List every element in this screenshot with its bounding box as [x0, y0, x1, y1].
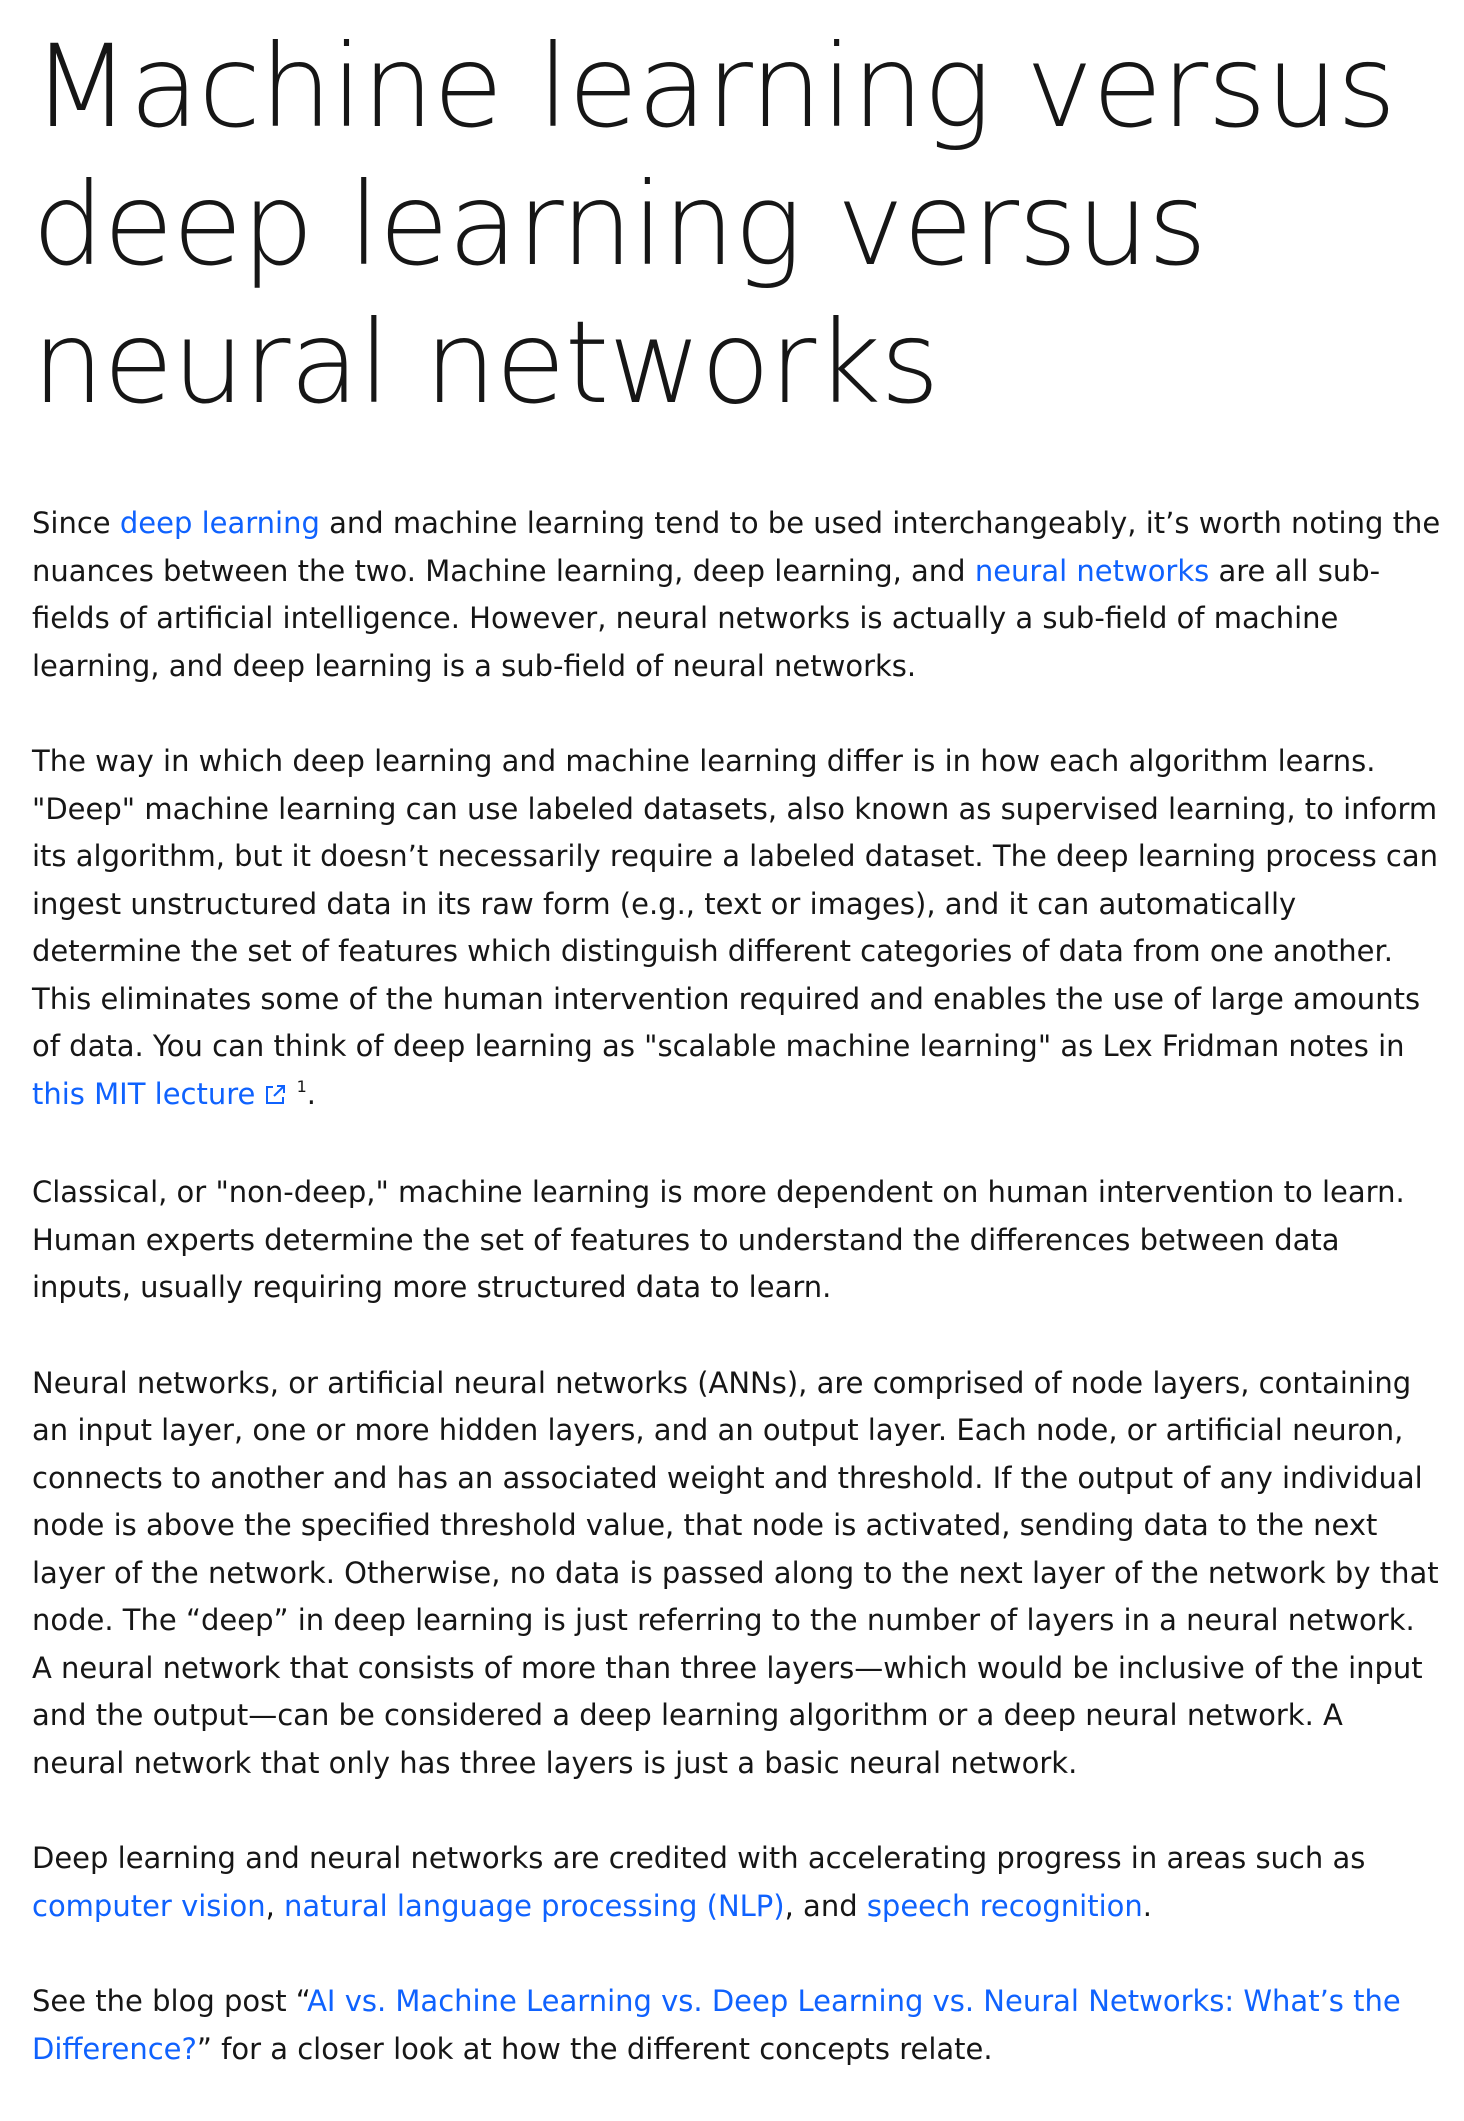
neural-networks-link[interactable]: neural networks — [974, 553, 1210, 588]
paragraph-1 — [32, 500, 1442, 690]
paragraph-5-text-1: Deep learning and neural networks are credited with accelerating progress in areas such as — [32, 1841, 1366, 1875]
paragraph-2-text-2: . — [306, 1076, 316, 1111]
mit-lecture-link-label: this MIT lecture — [32, 1076, 256, 1111]
paragraph-2-text-1: The way in which deep learning and machine learning differ is in how each algorithm learns. "Deep" machine learning can use labeled datasets, also known as supervised learning, to inform its algorithm, but it doesn’t necessarily require a labeled dataset. The deep learning process can ingest unstructured data in its raw form (e.g., text or images), and it can automatically determine the set of features which distinguish different categories of data from one another. This eliminates some of the human intervention required and enables the use of large amounts of data. You can think of deep learning as "scalable machine learning" as Lex Fridman notes in — [32, 744, 1439, 1063]
paragraph-5-text-4: . — [1142, 1888, 1152, 1923]
article — [32, 18, 1442, 2121]
computer-vision-link[interactable]: computer vision — [32, 1888, 266, 1923]
paragraph-4: Neural networks, or artificial neural networks (ANNs), are comprised of node layers, containing an input layer, one or more hidden layers, and an output layer. Each node, or artificial neuron, connects to another and has an associated weight and threshold. If the output of any individual node is above the specified threshold value, that node is activated, sending data to the next layer of the network. Otherwise, no data is passed along to the next layer of the network by that node. The “deep” in deep learning is just referring to the number of layers in a neural network. A neural network that consists of more than three layers—which would be inclusive of the input and the output—can be considered a deep learning algorithm or a deep neural network. A neural network that only has three layers is just a basic neural network. — [32, 1365, 1439, 1780]
paragraph-1-text-2: and machine learning tend to be used interchangeably, it’s worth noting the nuances between the two. Machine learning, deep learning, and — [32, 506, 1441, 588]
paragraph-6-text-2: ” for a closer look at how the different concepts relate. — [196, 2031, 993, 2066]
footnote-marker: 1 — [296, 1076, 307, 1096]
paragraph-6 — [32, 1978, 1442, 2073]
nlp-link[interactable]: natural language processing (NLP) — [284, 1888, 785, 1923]
paragraph-5 — [32, 1835, 1442, 1930]
blog-post-link[interactable]: AI vs. Machine Learning vs. Deep Learning vs. Neural Networks: What’s the Difference? — [32, 1984, 1401, 2066]
external-link-icon — [263, 1074, 287, 1122]
paragraph-5-text-3: , and — [784, 1888, 867, 1923]
paragraph-1-text-1: Since — [32, 506, 120, 540]
mit-lecture-link[interactable] — [32, 1077, 287, 1111]
speech-recognition-link[interactable]: speech recognition — [866, 1888, 1143, 1923]
paragraph-1-text-3: are all sub-fields of artificial intelligence. However, neural networks is actually a sub-field of machine learning, and deep learning is a sub-field of neural networks. — [32, 553, 1381, 683]
deep-learning-link[interactable]: deep learning — [119, 506, 320, 540]
article-body — [32, 500, 1442, 2073]
paragraph-5-text-2: , — [265, 1888, 285, 1923]
paragraph-2 — [32, 738, 1442, 1121]
paragraph-6-text-1: See the blog post “ — [32, 1984, 308, 2018]
page-title: Machine learning versus deep learning versus neural networks — [32, 20, 1396, 429]
paragraph-3: Classical, or "non-deep," machine learning is more dependent on human intervention to learn. Human experts determine the set of features to understand the differences between data inputs, usually requiring more structured data to learn. — [32, 1175, 1405, 1304]
